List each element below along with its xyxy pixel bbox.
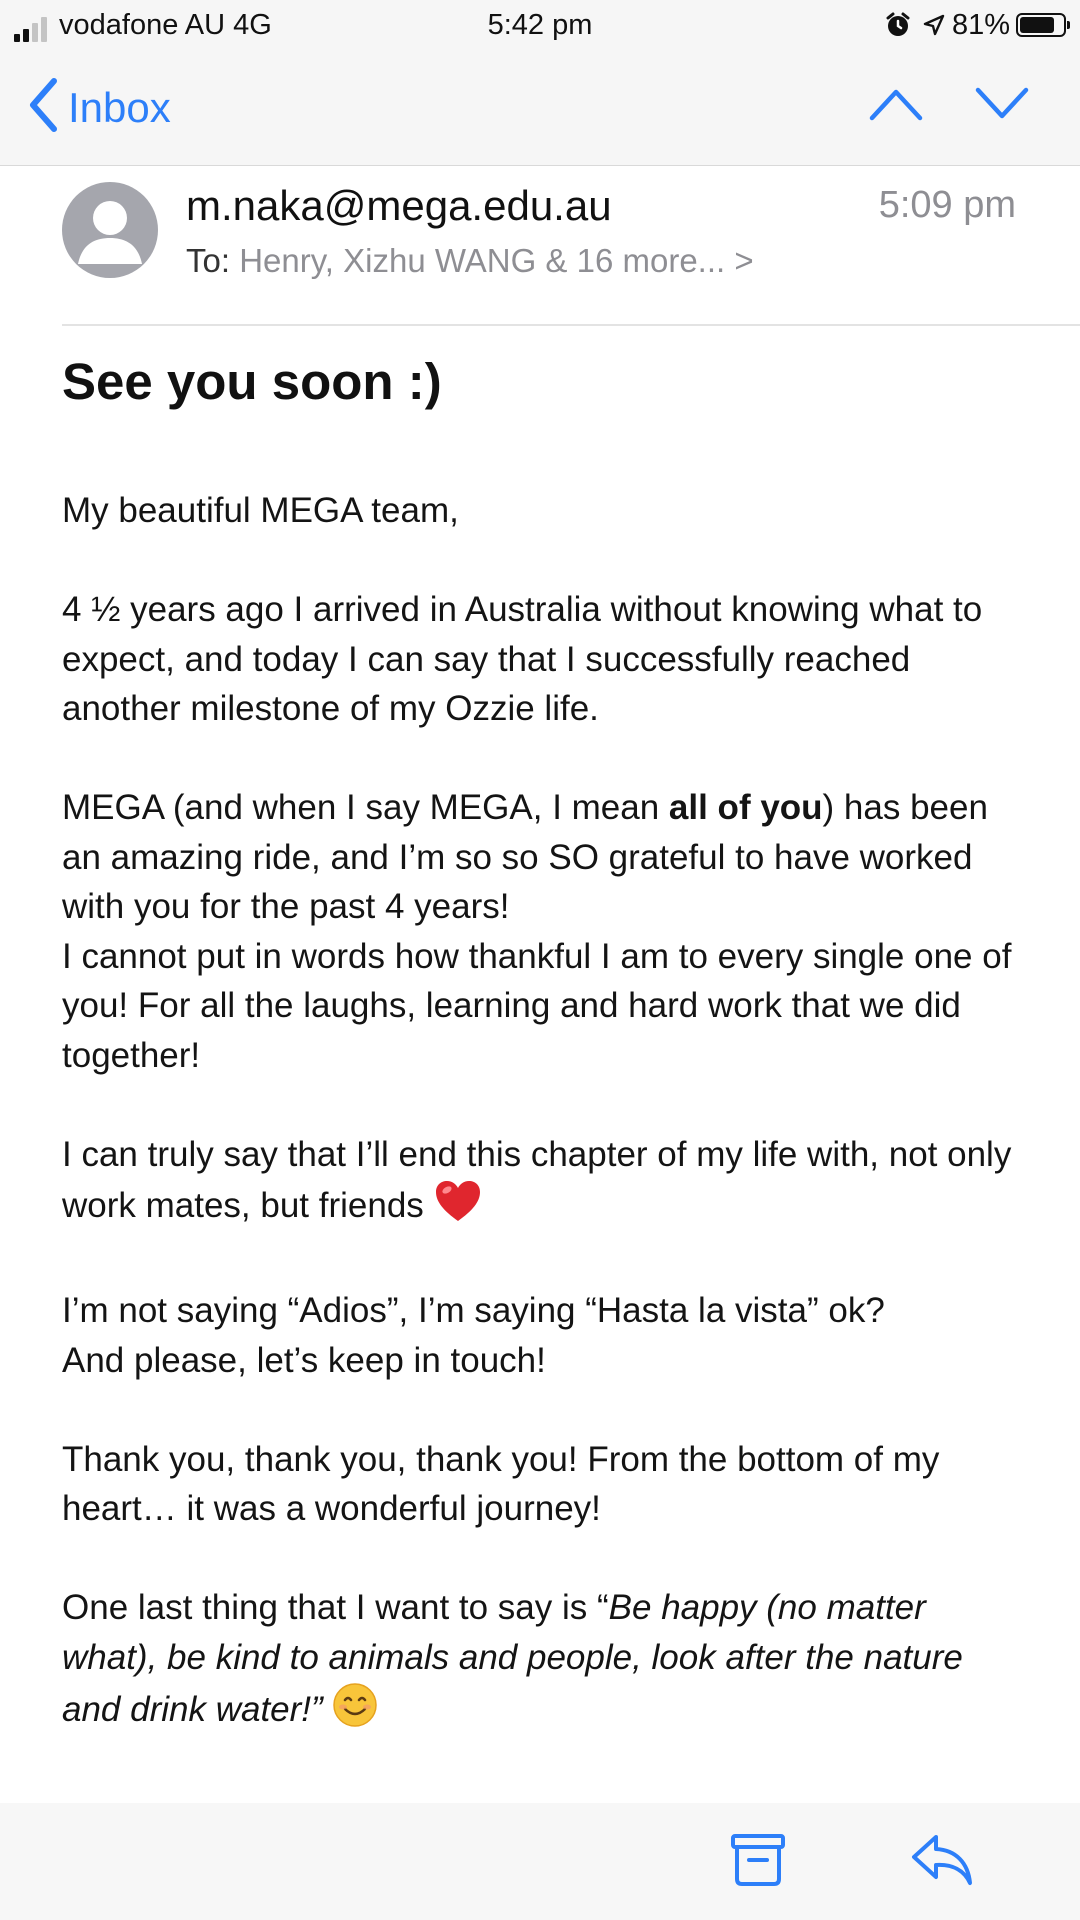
body-bold-text: all of you [668, 788, 823, 827]
divider [62, 324, 1080, 326]
message-header [0, 166, 1080, 326]
recipient-list[interactable]: Henry, Xizhu WANG & 16 more... > [239, 242, 754, 279]
alarm-icon [884, 11, 912, 39]
person-icon [62, 182, 158, 278]
navigation-bar [0, 52, 1080, 166]
to-label: To: [186, 242, 231, 279]
body-italic-text: Be happy (no matter what), be kind to animals and people, look after the nature and drink water!” [62, 1588, 963, 1729]
status-right [884, 8, 1066, 42]
body-paragraph [62, 1583, 1022, 1742]
location-icon [922, 13, 946, 37]
archive-icon[interactable] [730, 1833, 786, 1892]
recipients-row[interactable] [186, 242, 754, 280]
chevron-left-icon [28, 78, 58, 137]
bottom-toolbar [0, 1803, 1080, 1920]
body-paragraph [62, 783, 1022, 1080]
battery-percent: 81% [951, 9, 1010, 41]
body-paragraph: 4 ½ years ago I arrived in Australia without knowing what to expect, and today I can say that I successfully reached another milestone of my Ozzie life. [62, 590, 983, 728]
back-to-inbox-button[interactable] [28, 78, 171, 137]
chevron-down-icon[interactable] [974, 84, 1030, 129]
body-paragraph [62, 1286, 1022, 1385]
body-paragraph: Thank you, thank you, thank you! From the bottom of my heart… it was a wonderful journey! [62, 1439, 940, 1528]
chevron-up-icon[interactable] [868, 84, 924, 129]
body-paragraph [62, 1130, 1022, 1237]
body-text: I can truly say that I’ll end this chapter of my life with, not only work mates, but friends [62, 1134, 1012, 1225]
battery-icon [1016, 13, 1066, 37]
sender-address[interactable]: m.naka@mega.edu.au [186, 182, 612, 229]
message-navigation [868, 84, 1030, 129]
reply-icon[interactable] [910, 1833, 974, 1892]
smiling-face-emoji [332, 1682, 378, 1742]
message-time: 5:09 pm [878, 184, 1016, 226]
status-bar [0, 0, 1080, 52]
status-time: 5:42 pm [487, 9, 593, 41]
carrier-label: vodafone AU 4G [59, 9, 272, 41]
body-text: I cannot put in words how thankful I am to every single one of you! For all the laughs, learning and hard work that we did together! [62, 936, 1012, 1075]
avatar[interactable] [62, 182, 158, 278]
message-body [62, 486, 1022, 1791]
back-label: Inbox [68, 83, 171, 131]
body-text: ) has been an amazing ride, and I’m so so SO grateful to have worked with you for the past 4 years! [62, 788, 988, 926]
heart-emoji [434, 1179, 482, 1237]
body-text: And please, let’s keep in touch! [62, 1340, 546, 1380]
body-greeting: My beautiful MEGA team, [62, 491, 459, 530]
body-text: MEGA (and when I say MEGA, I mean [62, 788, 669, 827]
body-text: One last thing that I want to say is “ [62, 1588, 609, 1627]
message-subject: See you soon :) [62, 353, 442, 410]
body-text: I’m not saying “Adios”, I’m saying “Hasta la vista” ok? [62, 1291, 885, 1330]
